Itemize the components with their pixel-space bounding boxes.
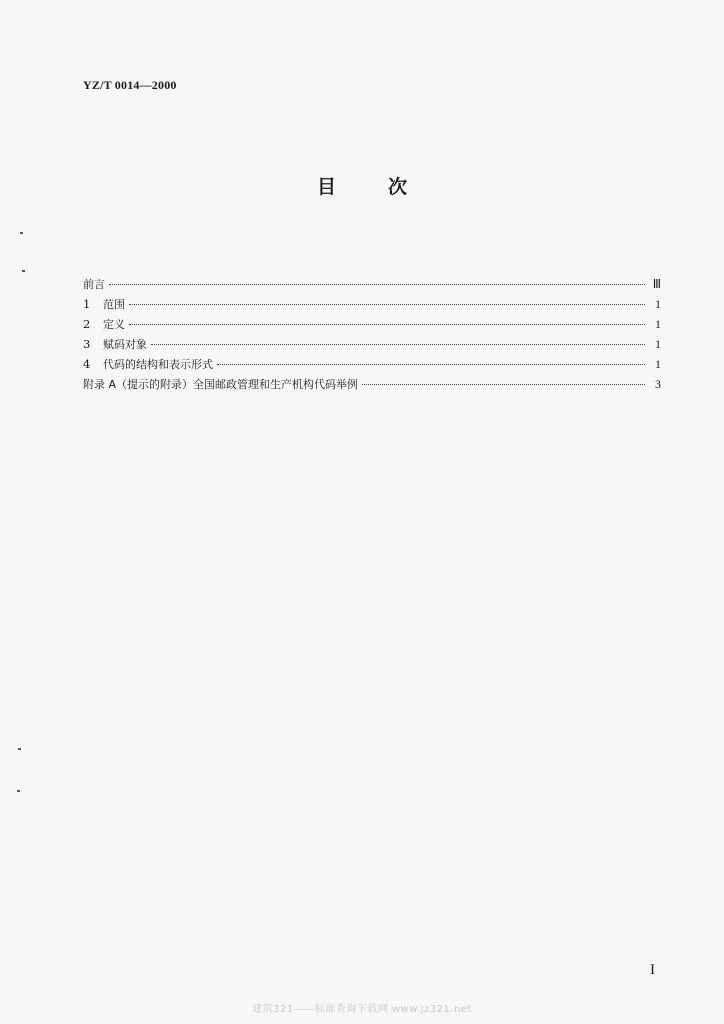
toc-entry-page: 3 [655, 377, 661, 391]
toc-entry-label: 定义 [103, 318, 125, 331]
toc-entry-label: 代码的结构和表示形式 [103, 358, 213, 371]
toc-title: 目次 [316, 176, 459, 198]
dot-leader [217, 364, 645, 365]
toc-entry-label: 赋码对象 [103, 338, 147, 351]
toc-entry-definitions[interactable] [83, 314, 661, 334]
toc-entry-page: Ⅲ [652, 277, 661, 291]
toc-entry-number: 3 [83, 337, 91, 351]
toc-entry-number: 1 [83, 297, 91, 311]
toc-entry-page: 1 [655, 357, 661, 371]
toc-entry-coding-objects[interactable] [83, 334, 661, 354]
watermark-text: 建筑321——标准查询下载网 www.jz321.net [252, 1004, 472, 1015]
table-of-contents [83, 274, 661, 394]
toc-entry-page: 1 [655, 297, 661, 311]
toc-entry-page: 1 [655, 317, 661, 331]
dot-leader [151, 344, 645, 345]
toc-entry-page: 1 [655, 337, 661, 351]
scan-speck [17, 790, 20, 792]
page-number: I [650, 962, 655, 978]
scan-speck [22, 270, 25, 272]
toc-entry-scope[interactable] [83, 294, 661, 314]
dot-leader [109, 284, 645, 285]
dot-leader [129, 304, 645, 305]
scan-speck [20, 232, 23, 234]
toc-entry-label: 附录 A（提示的附录）全国邮政管理和生产机构代码举例 [83, 378, 359, 391]
dot-leader [129, 324, 645, 325]
toc-entry-foreword[interactable] [83, 274, 661, 294]
toc-entry-number: 4 [83, 357, 91, 371]
standard-code: YZ/T 0014—2000 [83, 78, 177, 92]
toc-entry-number: 2 [83, 317, 91, 331]
toc-entry-label: 前言 [83, 278, 105, 291]
toc-entry-label: 范围 [103, 298, 125, 311]
dot-leader [362, 384, 645, 385]
scan-speck [18, 748, 21, 750]
toc-entry-code-structure[interactable] [83, 354, 661, 374]
toc-entry-appendix-a[interactable] [83, 374, 661, 394]
